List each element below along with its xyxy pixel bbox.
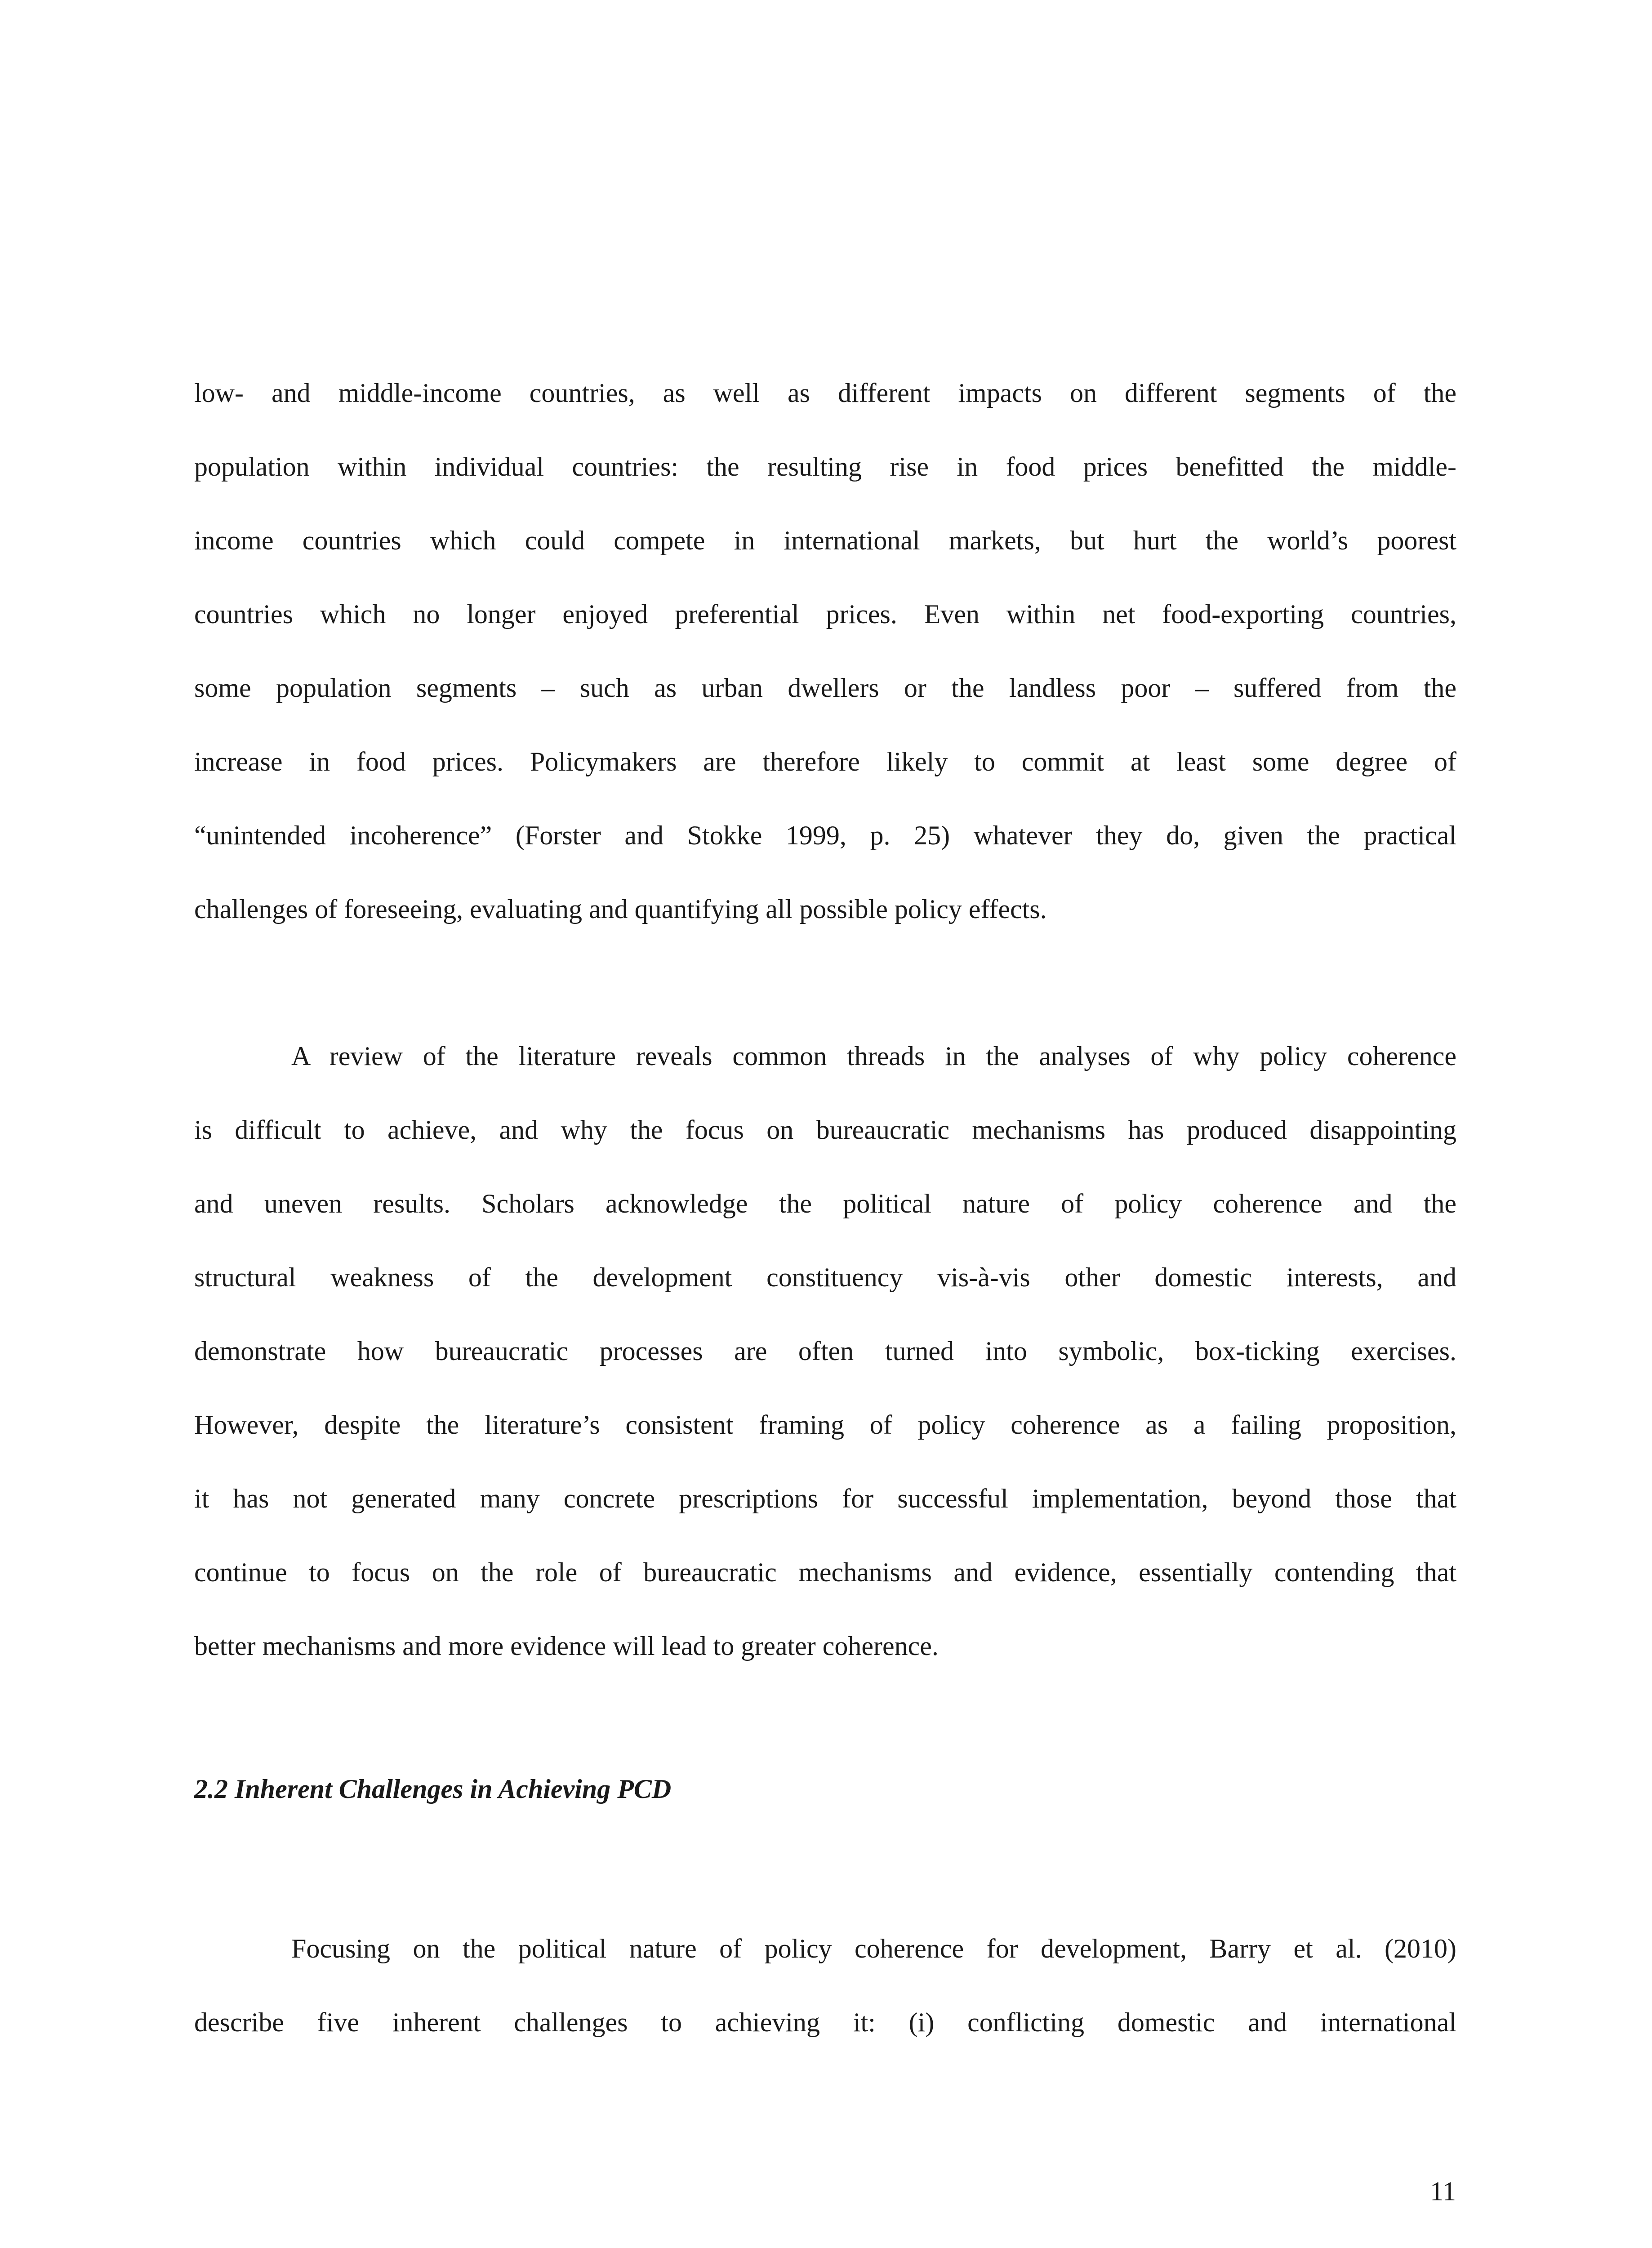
paragraph-1-line: population within individual countries: the resulting rise in food prices benefitted the middle- [194,452,1456,482]
paragraph-2-line: is difficult to achieve, and why the focus on bureaucratic mechanisms has produced disappointing [194,1115,1456,1145]
page-number: 11 [1430,2177,1456,2206]
paragraph-1-line: income countries which could compete in international markets, but hurt the world’s poorest [194,526,1456,555]
paragraph-1-line: challenges of foreseeing, evaluating and quantifying all possible policy effects. [194,894,1047,924]
paragraph-2-line: A review of the literature reveals common threads in the analyses of why policy coherence [291,1041,1456,1071]
paragraph-1-line: countries which no longer enjoyed preferential prices. Even within net food-exporting countries, [194,599,1456,629]
paragraph-3-line: describe five inherent challenges to achieving it: (i) conflicting domestic and international [194,2007,1456,2037]
paragraph-2-line: better mechanisms and more evidence will lead to greater coherence. [194,1631,939,1661]
section-heading: 2.2 Inherent Challenges in Achieving PCD [194,1774,672,1804]
paragraph-1 [194,356,1456,946]
paragraph-1-line: increase in food prices. Policymakers are therefore likely to commit at least some degree of [194,747,1456,776]
paragraph-2-line: However, despite the literature’s consistent framing of policy coherence as a failing proposition, [194,1410,1456,1440]
paragraph-2-line: structural weakness of the development constituency vis-à-vis other domestic interests, and [194,1262,1456,1292]
paragraph-2-line: it has not generated many concrete prescriptions for successful implementation, beyond those that [194,1484,1456,1513]
paragraph-2-line: demonstrate how bureaucratic processes are often turned into symbolic, box-ticking exercises. [194,1336,1456,1366]
paragraph-1-line: “unintended incoherence” (Forster and Stokke 1999, p. 25) whatever they do, given the practical [194,821,1456,850]
paragraph-3-line: Focusing on the political nature of policy coherence for development, Barry et al. (2010) [291,1934,1456,1963]
paragraph-2-line: continue to focus on the role of bureaucratic mechanisms and evidence, essentially contending that [194,1557,1456,1587]
paragraph-2-line: and uneven results. Scholars acknowledge the political nature of policy coherence and the [194,1189,1456,1218]
paragraph-1-line: low- and middle-income countries, as well as different impacts on different segments of the [194,378,1456,408]
paragraph-2 [194,1019,1456,1683]
paragraph-1-line: some population segments – such as urban dwellers or the landless poor – suffered from the [194,673,1456,703]
paragraph-3 [194,1912,1456,2059]
